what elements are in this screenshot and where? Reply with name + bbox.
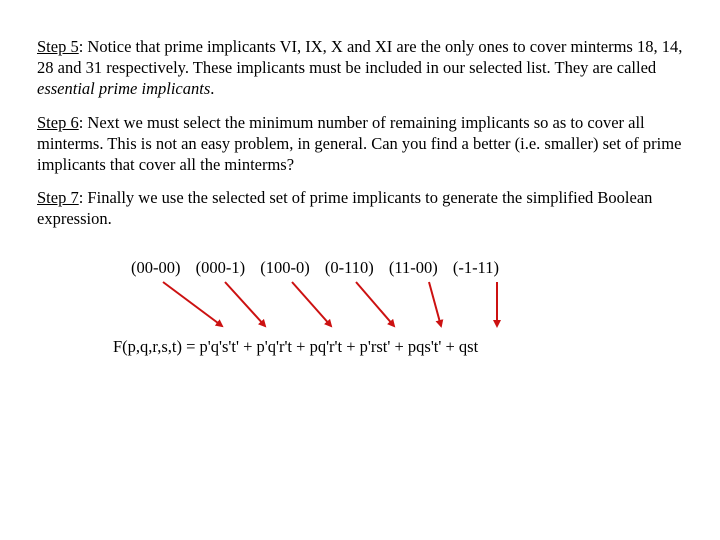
implicant-4: (0-110) [324,258,374,277]
implicant-1: (00-00) [131,258,181,277]
step-5-text-end: . [210,79,215,98]
implicant-3: (100-0) [260,258,310,277]
step-5-label: Step 5 [37,37,79,56]
step-6-label: Step 6 [37,113,79,132]
step-5-emphasis: essential prime implicants [37,79,211,98]
arrow-5 [429,282,441,326]
step-5-text: : Notice that prime implicants VI, IX, X and XI are the only ones to cover minterms 18, 14, 28 and 31 respectively. These implicants must be included in our selected list. They are called [37,37,683,77]
step-6-text: : Next we must select the minimum number of remaining implicants so as to cover all minterms. This is not an easy problem, in general. Can you find a better (i.e. smaller) set of prime implicants that cover all the minterms? [37,113,682,174]
boolean-expression: F(p,q,r,s,t) = p'q's't' + p'q'r't + pq'r't + p'rst' + pqs't' + qst [113,337,479,356]
arrow-3 [292,282,331,326]
implicant-2: (000-1) [195,258,246,277]
step-7-label: Step 7 [37,188,79,207]
implicant-5: (11-00) [388,258,438,277]
arrow-4 [356,282,394,326]
implicant-6: (-1-11) [452,258,499,277]
arrow-1 [163,282,222,326]
arrow-2 [225,282,265,326]
step-7-text: : Finally we use the selected set of prime implicants to generate the simplified Boolean expression. [37,188,653,228]
